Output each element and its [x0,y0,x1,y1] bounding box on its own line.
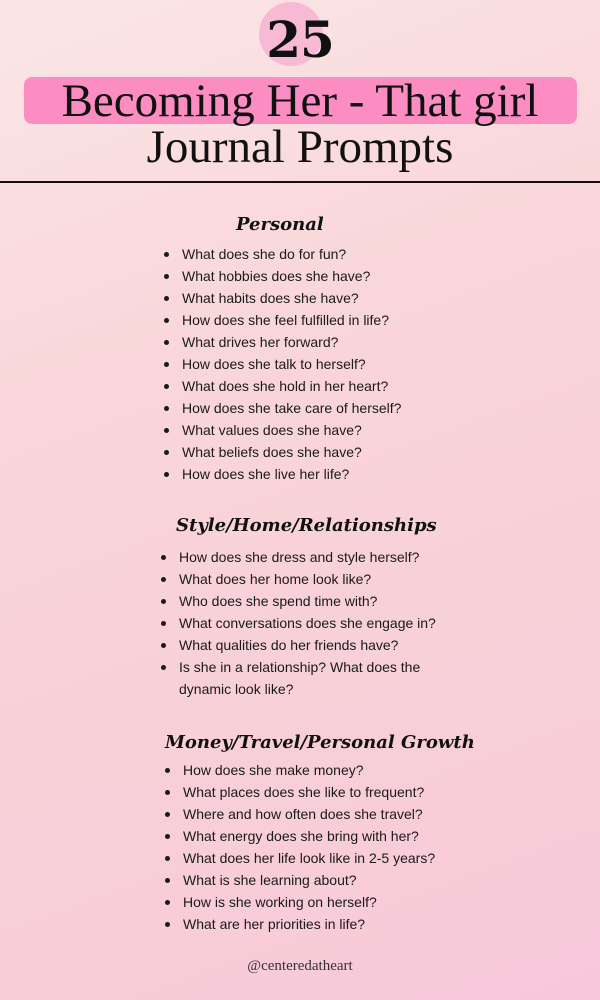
list-item: What conversations does she engage in? [160,612,436,634]
list-item: What habits does she have? [163,287,401,309]
page-subtitle: Journal Prompts [146,121,454,173]
list-item: What values does she have? [163,419,401,441]
social-handle: @centeredatheart [247,958,353,974]
list-item: What drives her forward? [163,331,401,353]
list-item-continuation: dynamic look like? [179,681,294,697]
list-money-travel-growth [164,759,435,935]
list-item: What does her home look like? [160,568,436,590]
list-item: How does she take care of herself? [163,397,401,419]
list-item: How does she dress and style herself? [160,546,436,568]
list-personal [163,243,401,485]
list-item: How does she feel fulfilled in life? [163,309,401,331]
list-item: How is she working on herself? [164,891,435,913]
count-wrap [0,8,600,72]
list-item: Is she in a relationship? What does the [160,656,436,678]
list-item: How does she talk to herself? [163,353,401,375]
list-item: What is she learning about? [164,869,435,891]
list-item: What does she do for fun? [163,243,401,265]
list-item: What energy does she bring with her? [164,825,435,847]
count-number: 25 [266,10,334,69]
divider [0,181,600,183]
list-item: What beliefs does she have? [163,441,401,463]
list-item: What places does she like to frequent? [164,781,435,803]
list-item: What does she hold in her heart? [163,375,401,397]
section-title-style-home-relationships: Style/Home/Relationships [176,515,437,536]
list-item: What does her life look like in 2-5 years? [164,847,435,869]
list-item: How does she make money? [164,759,435,781]
list-item: How does she live her life? [163,463,401,485]
list-item: What qualities do her friends have? [160,634,436,656]
list-item: Who does she spend time with? [160,590,436,612]
section-title-personal: Personal [236,214,324,235]
list-item: What hobbies does she have? [163,265,401,287]
page-title: Becoming Her - That girl [61,75,539,127]
list-item: Where and how often does she travel? [164,803,435,825]
section-title-money-travel-growth: Money/Travel/Personal Growth [165,732,475,753]
list-item: What are her priorities in life? [164,913,435,935]
list-style-home-relationships [160,546,436,700]
